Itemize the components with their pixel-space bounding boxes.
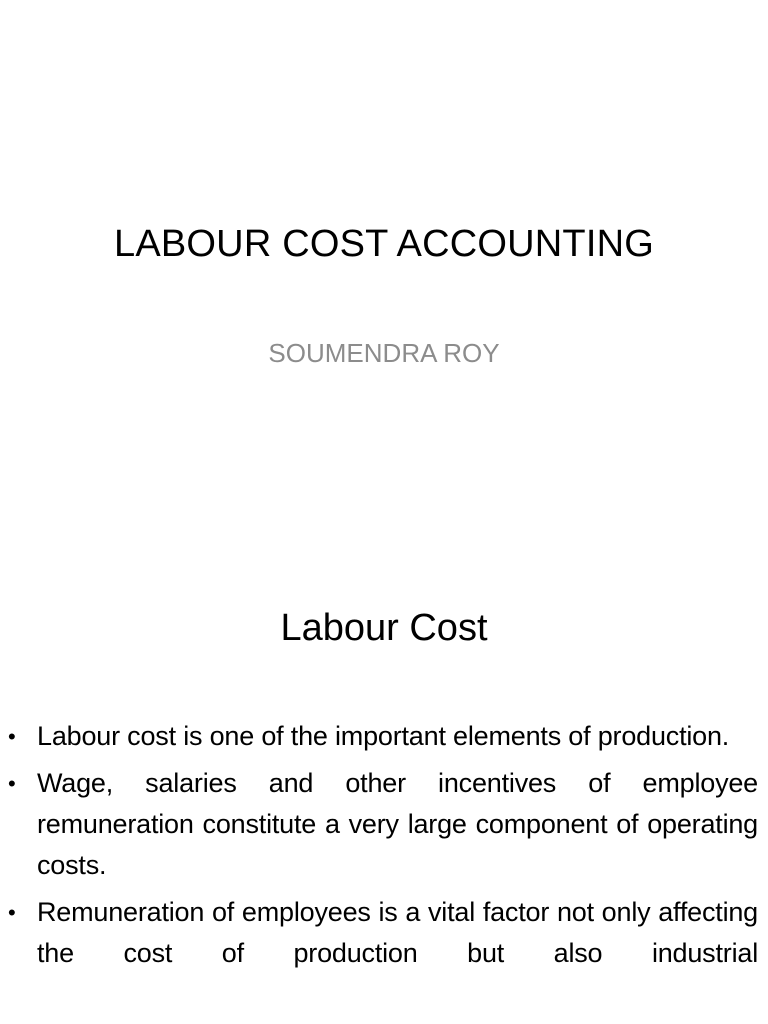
presentation-title: LABOUR COST ACCOUNTING (114, 223, 654, 265)
bullet-item (0, 892, 768, 974)
bullet-text: Labour cost is one of the important elements of production. (37, 721, 730, 751)
bullet-text: Remuneration of employees is a vital factor not only affecting the cost of production but also industrial (37, 897, 758, 968)
bullet-item (0, 763, 768, 886)
bullet-icon: • (8, 724, 16, 749)
bullet-icon: • (8, 771, 16, 796)
slide-title: Labour Cost (280, 607, 488, 649)
bullet-item (0, 716, 768, 757)
bullet-list (0, 716, 768, 980)
author-name: SOUMENDRA ROY (268, 338, 500, 368)
bullet-icon: • (8, 900, 16, 925)
bullet-text: Wage, salaries and other incentives of employee remuneration constitute a very large component of operating costs. (37, 768, 758, 880)
content-slide (0, 576, 768, 1024)
